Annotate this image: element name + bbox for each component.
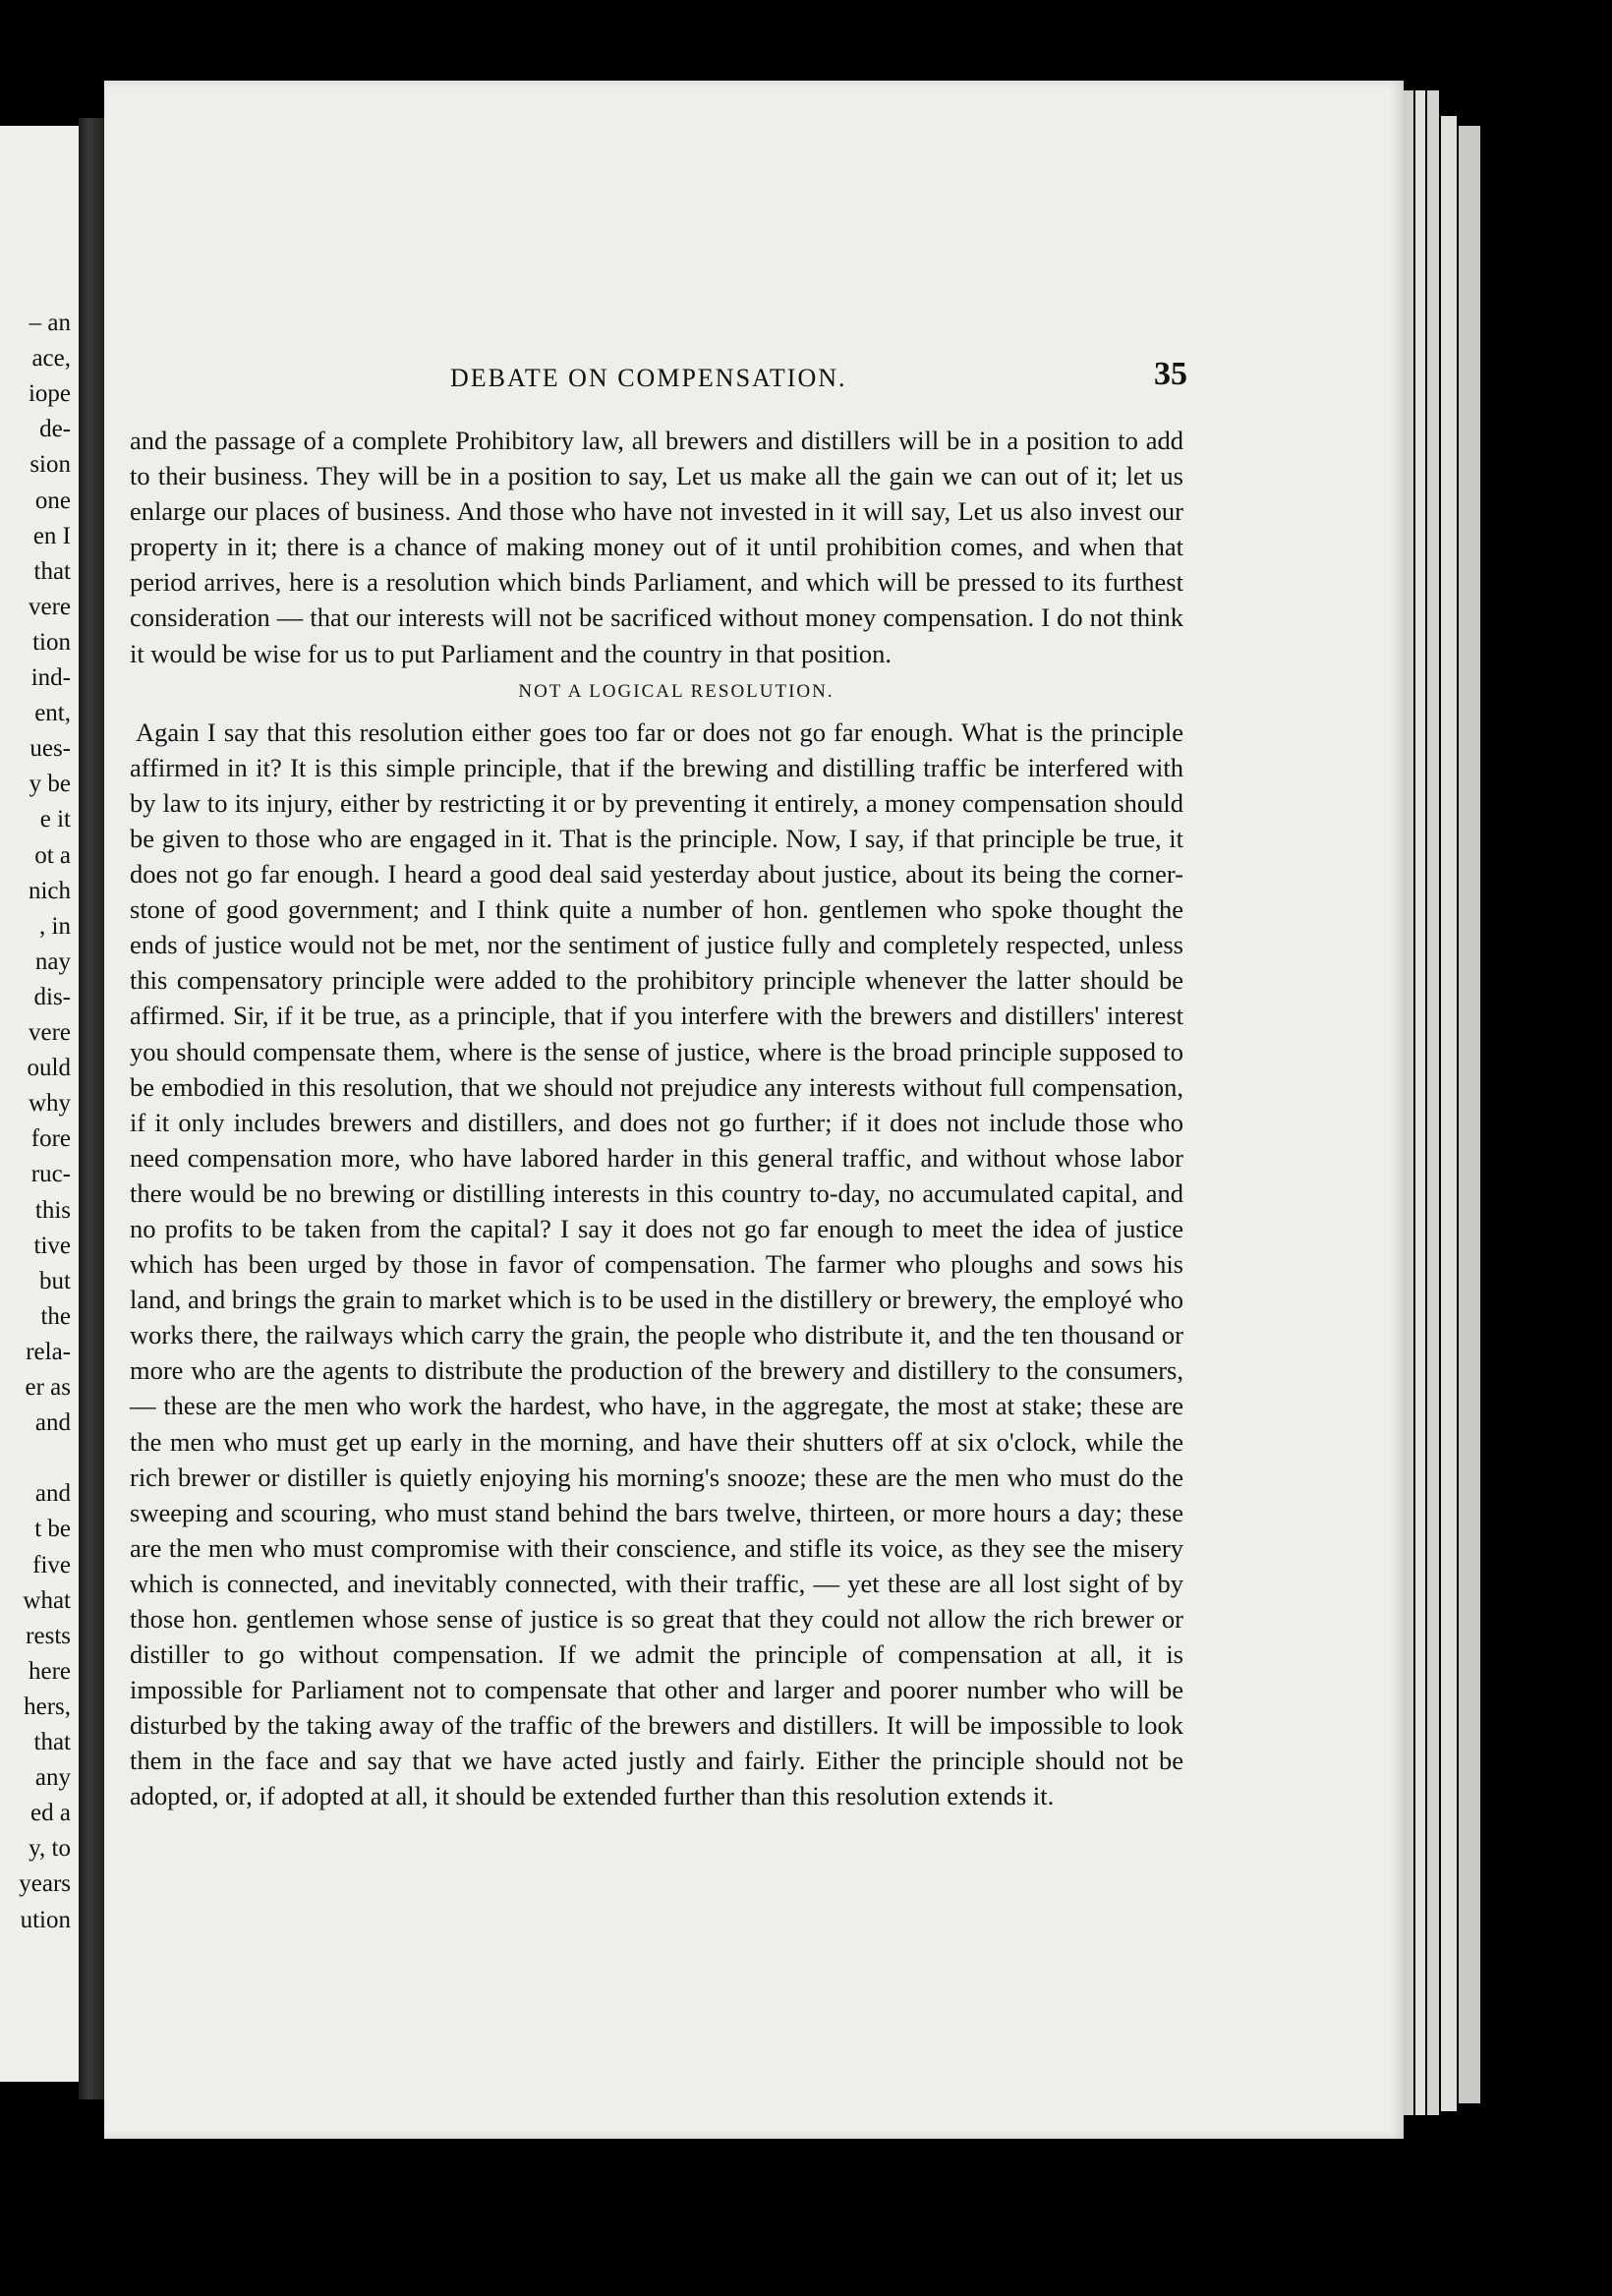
facing-page-fragment: the — [40, 1302, 71, 1330]
facing-page-fragment: that — [33, 1729, 71, 1755]
page-edge — [1459, 126, 1480, 2103]
facing-page-fragment: ot a — [34, 841, 71, 869]
page-edge — [1427, 90, 1439, 2115]
facing-page-fragment: any — [34, 1764, 71, 1792]
facing-page-fragment: dis- — [33, 983, 71, 1010]
facing-page-fragment: years — [19, 1870, 71, 1898]
facing-page-fragment: but — [39, 1267, 71, 1294]
facing-page-fragment: rests — [26, 1622, 71, 1649]
facing-page-fragment: nich — [28, 877, 71, 904]
facing-page-fragment: , in — [39, 912, 71, 940]
body-text — [130, 423, 1183, 1814]
facing-page-fragment: vere — [28, 593, 71, 620]
facing-page-fragment: de- — [39, 416, 71, 443]
facing-page-fragment: en I — [32, 522, 71, 549]
book-gutter — [79, 118, 104, 2099]
facing-page-fragment: hers, — [24, 1693, 71, 1720]
facing-page-fragment: vere — [28, 1019, 71, 1046]
facing-page-fragment: – an — [29, 310, 71, 336]
facing-page-fragment: and — [34, 1409, 71, 1437]
facing-page-fragment: ould — [27, 1055, 71, 1082]
facing-page-fragment: this — [34, 1196, 71, 1224]
page-number: 35 — [1154, 356, 1187, 392]
facing-page-fragment: er as — [25, 1374, 71, 1401]
facing-page-fragment: ution — [20, 1906, 71, 1933]
facing-page-fragment: what — [23, 1586, 71, 1614]
facing-page-fragment: five — [32, 1551, 71, 1578]
facing-page-fragment: tion — [32, 628, 71, 656]
facing-page-fragment: ruc- — [30, 1161, 71, 1188]
paragraph: and the passage of a complete Prohibitory law, all brewers and distillers will be in a position to add to their business. They will be in a position to say, Let us make all the gain we can out of it; let us enlarge our places of business. And those who have not invested in it will say, Let us also invest our property in it; there is a chance of making money out of it until prohibition comes, and when that period arrives, here is a resolution which binds Parliament, and which will be pressed to its furthest consideration — that our interests will not be sacrificed without money compensation. I do not think it would be wise for us to put Parliament and the country in that position. — [130, 426, 1183, 668]
facing-page-fragment: one — [34, 487, 71, 514]
facing-page-fragment: sion — [29, 451, 71, 479]
facing-page-fragment: iope — [28, 380, 71, 408]
facing-page-fragment: y be — [29, 771, 71, 798]
facing-page-fragment: ed a — [30, 1800, 71, 1827]
facing-page-fragment: ind- — [30, 664, 71, 691]
header-title: DEBATE ON COMPENSATION. — [450, 364, 847, 392]
facing-page-fragment: rela- — [26, 1338, 71, 1365]
facing-page-fragment: y, to — [29, 1835, 71, 1863]
facing-page-fragment: fore — [30, 1125, 71, 1153]
facing-page-fragment: here — [28, 1657, 71, 1685]
facing-page-fragment: t be — [34, 1516, 71, 1543]
facing-page-fragment: ues- — [29, 735, 71, 763]
facing-page-fragment: why — [28, 1090, 71, 1118]
section-heading: NOT A LOGICAL RESOLUTION. — [518, 680, 835, 702]
facing-page-fragment: that — [33, 557, 71, 585]
facing-page-fragment: e it — [39, 806, 71, 833]
page-edge — [1441, 116, 1457, 2111]
facing-page-fragment: nay — [34, 947, 71, 975]
page-edge — [1415, 90, 1425, 2115]
facing-page-fragment: ent, — [34, 700, 71, 727]
paragraph: Again I say that this resolution either goes too far or does not go far enough. What is the principle affirmed in it? It is this simple principle, that if the brewing and distilling traffic be interfered with by law to its injury, either by restricting it or by preventing it entirely, a money compensation should be given to those who are engaged in it. That is the principle. Now, I say, if that principle be true, it does not go far enough. I heard a good deal said yesterday about justice, about its being the corner-stone of good government; and I think quite a number of hon. gentlemen who spoke thought the ends of justice would not be met, nor the sentiment of justice fully and completely respected, unless this compensatory principle were added to the prohibitory principle whenever the latter should be affirmed. Sir, if it be true, as a principle, that if you interfere with the brewers and distillers' interest you should compensate them, where is the sense of justice, where is the broad principle supposed to be embodied in this resolution, that we should not prejudice any interests without full compensation, if it only includes brewers and distillers, and does not go further; if it does not include those who need compensation more, who have labored harder in this general traffic, and without whose labor there would be no brewing or distilling interests in this country to-day, no accumulated capital, and no profits to be taken from the capital? I say it does not go far enough to meet the idea of justice which has been urged by those in favor of compensation. The farmer who ploughs and sows his land, and brings the grain to market which is to be used in the distillery or brewery, the employé who works there, the railways which carry the grain, the people who distribute it, and the ten thousand or more who are the agents to distribute the production of the brewery and distillery to the consumers, — these are the men who work the hardest, who have, in the aggregate, the most at stake; these are the men who must get up early in the morning, and have their shutters off at six o'clock, while the rich brewer or distiller is quietly enjoying his morning's snooze; these are the men who must do the sweeping and scouring, who must stand behind the bars twelve, thirteen, or more hours a day; these are the men who must compromise with their conscience, and stifle its voice, as they see the misery which is connected, and inevitably connected, with their traffic, — yet these are all lost sight of by those hon. gentlemen whose sense of justice is so great that they could not allow the rich brewer or distiller to go without compensation. If we admit the principle of compensation at all, it is impossible for Parliament not to compensate that other and larger and poorer number who will be disturbed by the taking away of the traffic of the brewers and distillers. It will be impossible to look them in the face and say that we have acted justly and fairly. Either the principle should not be adopted, or, if adopted at all, it should be extended further than this resolution extends it. — [130, 717, 1183, 1811]
page-edge — [1404, 90, 1413, 2115]
facing-page-fragment: and — [34, 1480, 71, 1508]
facing-page-edge — [0, 126, 79, 2082]
facing-page-fragment: tive — [33, 1232, 71, 1259]
facing-page-fragment: ace, — [31, 345, 71, 373]
